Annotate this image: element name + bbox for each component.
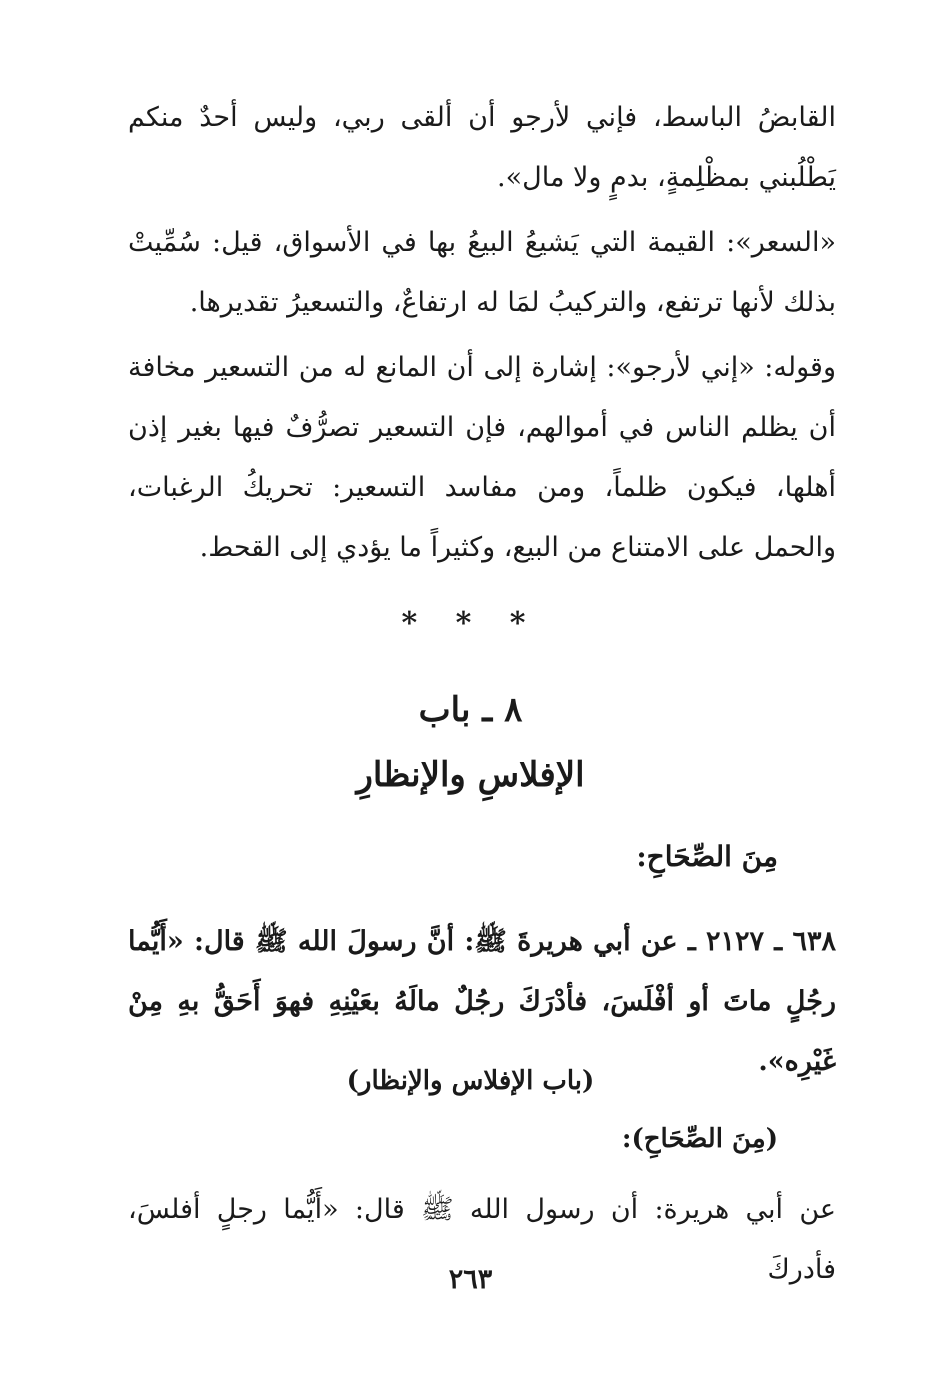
paragraph-explanation: وقوله: «إني لأرجو»: إشارة إلى أن المانع له من التسعير مخافة أن يظلم الناس في أموالهم، فإن التسعير تصرُّفٌ فيها بغير إذن أهلها، فيكون ظلماً، ومن مفاسد التسعير: تحريكُ الرغبات، والحمل على الامتناع من البيع، وكثيراً ما يؤدي إلى القحط. (128, 352, 836, 563)
commentary-subheading: (مِنَ الصِّحَاحِ): (621, 1124, 778, 1154)
chapter-number: ٨ ـ باب (418, 690, 523, 730)
paragraph-continuation: القابضُ الباسط، فإني لأرجو أن ألقى ربي، وليس أحدٌ منكم يَطْلُبني بمظْلِمةٍ، بدمٍ ولا مال». (128, 102, 836, 193)
page-number: ٢٦٣ (448, 1264, 493, 1295)
commentary-text: عن أبي هريرة: أن رسول الله ﷺ قال: «أَيُّما رجلٍ أفلسَ، فأدركَ (128, 1194, 836, 1285)
section-heading: مِنَ الصِّحَاحِ: (636, 840, 778, 873)
paragraph-sier-definition: «السعر»: القيمة التي يَشيعُ البيعُ بها في الأسواق، قيل: سُمِّيتْ بذلك لأنها ترتفع، والتركيبُ لمَا له ارتفاعٌ، والتسعيرُ تقديرها. (128, 227, 836, 318)
commentary-title: (باب الإفلاس والإنظار) (346, 1066, 595, 1096)
hadith-text: ٦٣٨ ـ ٢١٢٧ ـ عن أبي هريرةَ ﷺ: أنَّ رسولَ الله ﷺ قال: «أَيُّما رجُلٍ ماتَ أو أفْلَسَ، فأدْرَكَ رجُلٌ مالَهُ بعَيْنِهِ فهوَ أَحَقُّ بهِ مِنْ غَيْرِه». (128, 926, 836, 1077)
section-separator: * * * (401, 606, 540, 641)
chapter-title: الإفلاسِ والإنظارِ (356, 755, 585, 795)
